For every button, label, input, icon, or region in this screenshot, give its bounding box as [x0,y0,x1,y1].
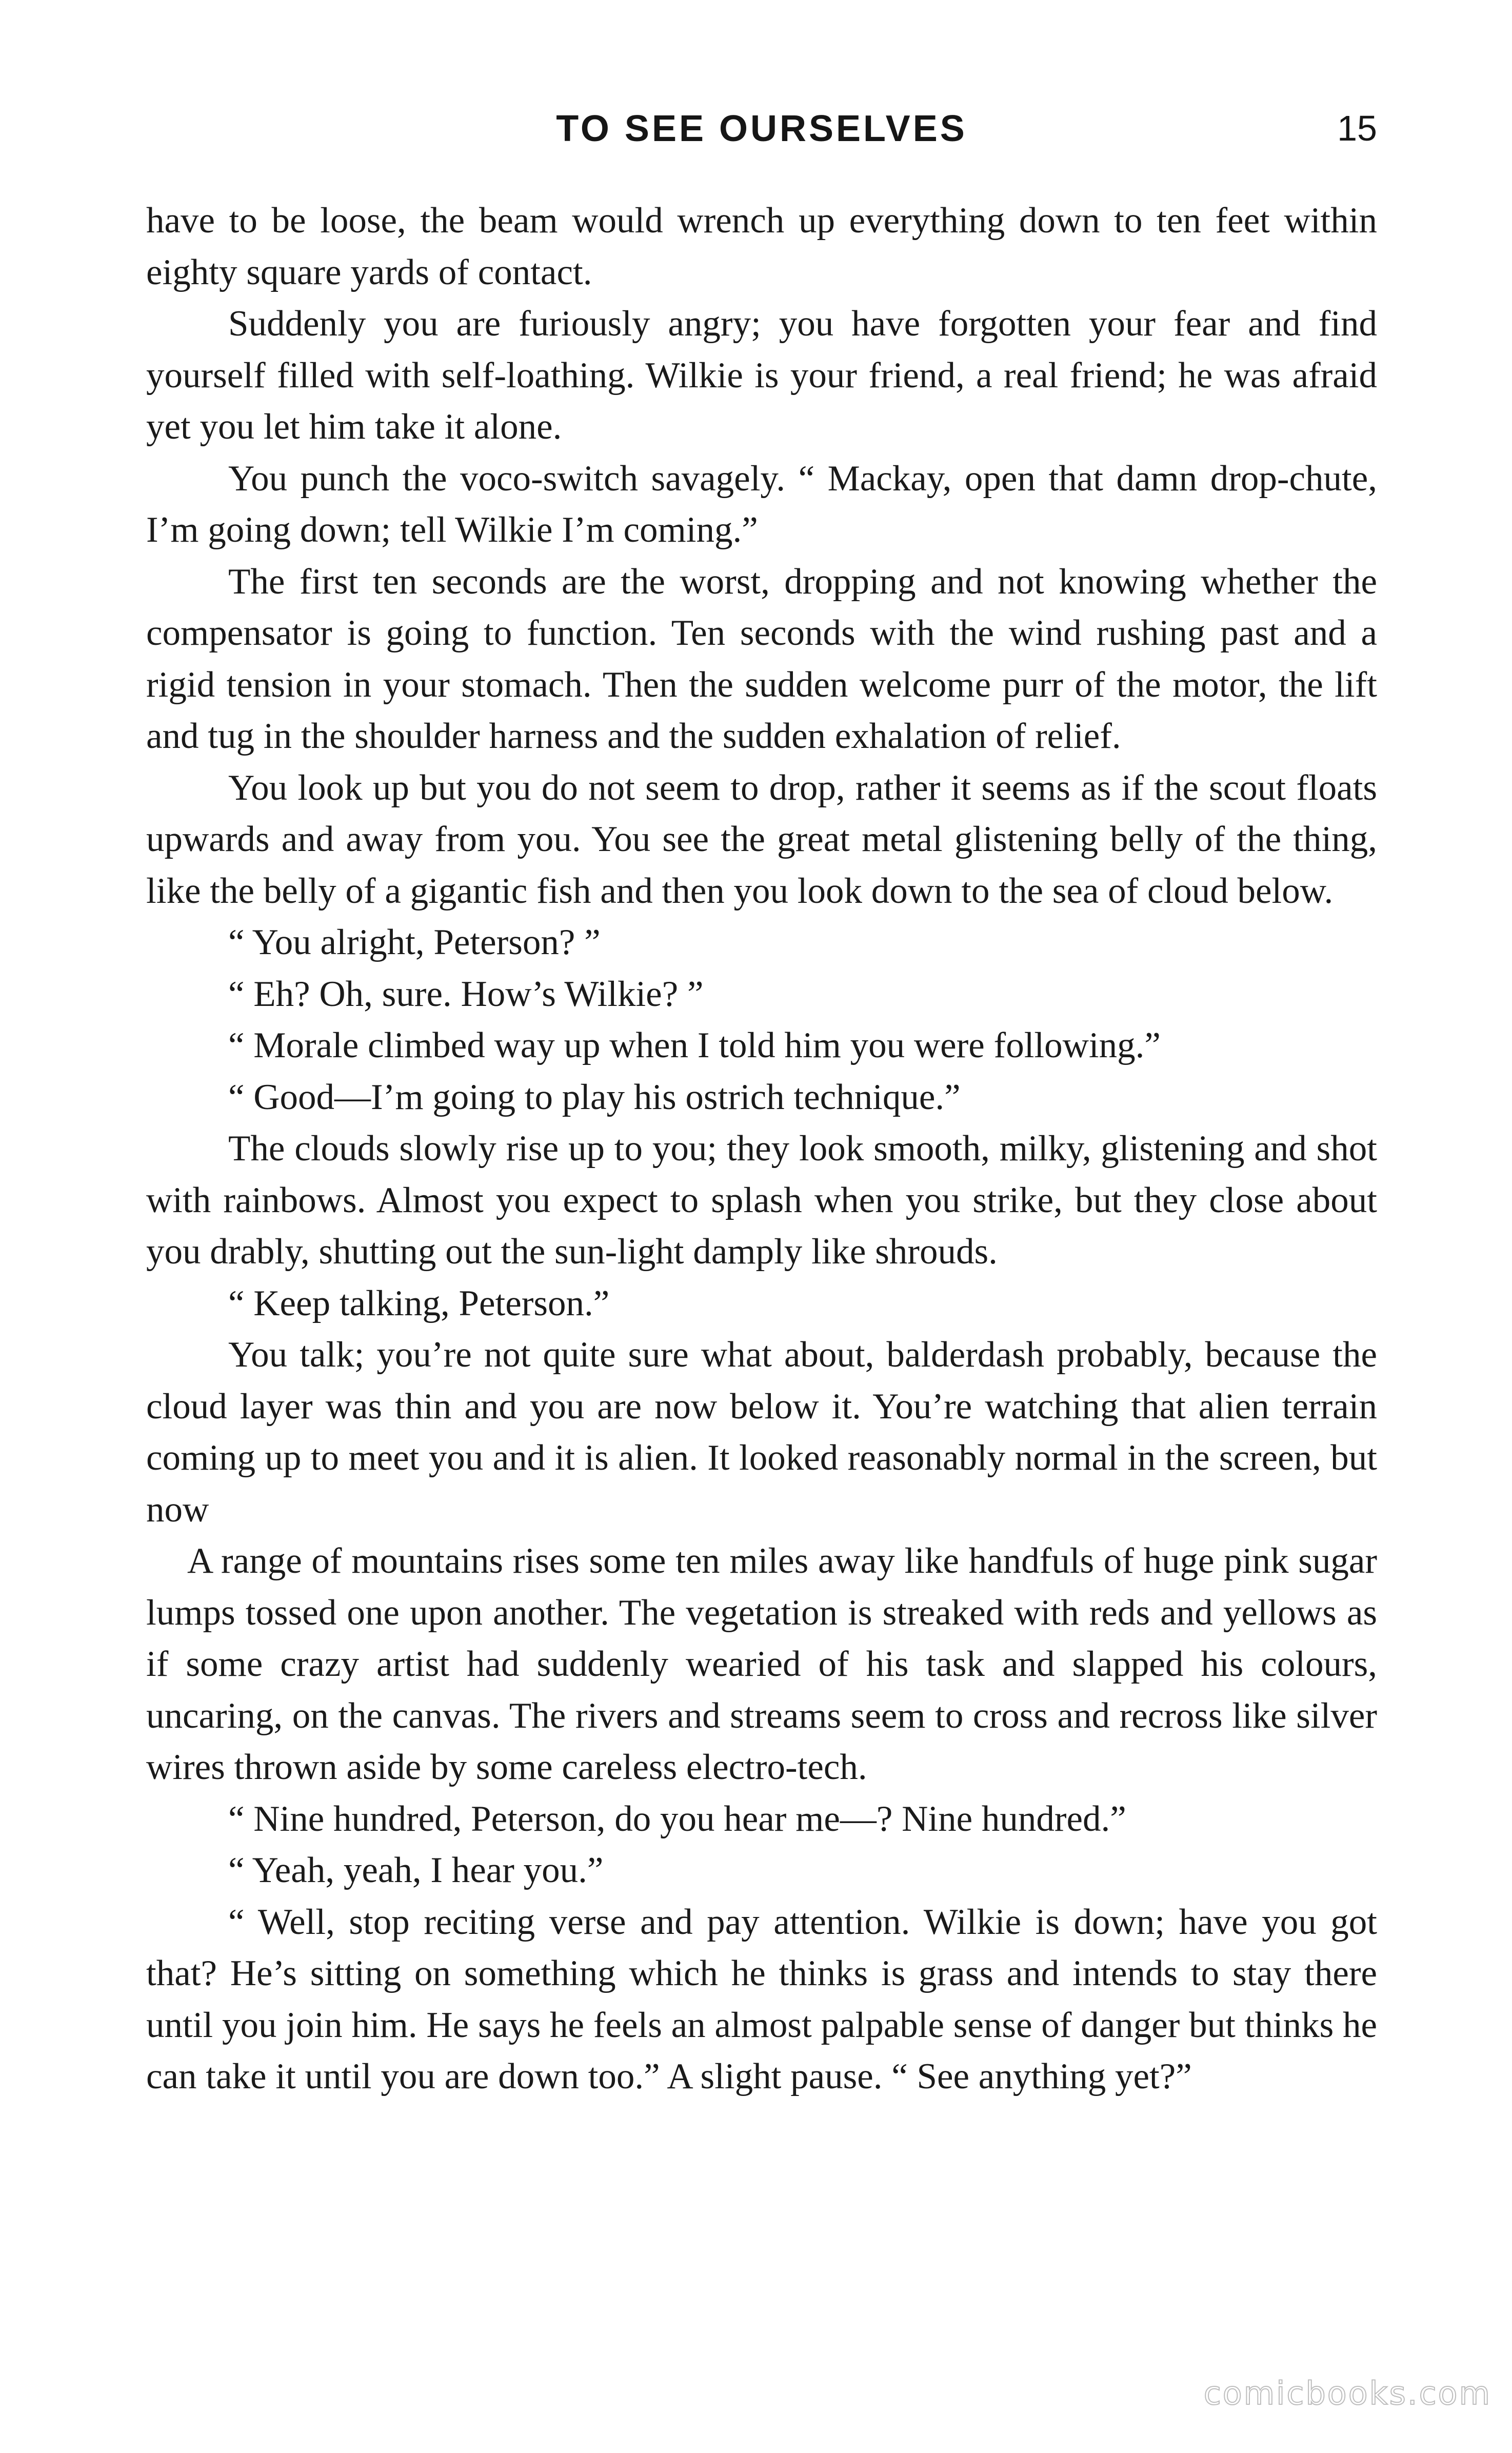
paragraph: have to be loose, the beam would wrench up everything down to ten feet within eighty square yards of contact. [146,201,1377,292]
paragraph: Suddenly you are furiously angry; you have forgotten your fear and find yourself filled with self-loathing. Wilkie is your friend, a real friend; he was afraid yet you let him take it alone. [146,304,1377,447]
page-number: 15 [1337,108,1377,148]
dialogue-line: “ Keep talking, Peterson.” [228,1283,610,1323]
dialogue-line: “ You alright, Peterson? ” [228,922,601,962]
dialogue-line: “ Eh? Oh, sure. How’s Wilkie? ” [228,974,704,1014]
paragraph: The first ten seconds are the worst, dropping and not knowing whether the compensator is going to function. Ten seconds with the wind rushing past and a rigid tension in your stomach. Then the sudden welcome purr of the motor, the lift and tug in the shoulder harness and the sudden exhalation of relief. [146,561,1377,756]
paragraph: You punch the voco-switch savagely. “ Mackay, open that damn drop-chute, I’m going down; tell Wilkie I’m coming.” [146,458,1377,550]
paragraph: You talk; you’re not quite sure what about, balderdash probably, because the cloud layer was thin and you are now below it. You’re watching that alien terrain coming up to meet you and it is alien. It looked reasonably normal in the screen, but now [146,1335,1377,1530]
watermark: comicbooks.com [1203,2375,1491,2412]
running-title: TO SEE OURSELVES [556,108,967,149]
paragraph: You look up but you do not seem to drop, rather it seems as if the scout floats upwards and away from you. You see the great metal glistening belly of the thing, like the belly of a gigantic fish and then you look down to the sea of cloud below. [146,767,1377,911]
paragraph: “ Well, stop reciting verse and pay attention. Wilkie is down; have you got that? He’s sitting on something which he thinks is grass and intends to stay there until you join him. He says he feels an almost palpable sense of danger but thinks he can take it until you are down too.” A slight pause. “ See anything yet?” [146,1902,1377,2096]
dialogue-line: “ Good—I’m going to play his ostrich technique.” [228,1077,961,1117]
body-text [146,195,1377,2103]
paragraph: The clouds slowly rise up to you; they look smooth, milky, glistening and shot with rainbows. Almost you expect to splash when you strike, but they close about you drably, shutting out the sun-light damply like shrouds. [146,1129,1377,1272]
dialogue-line: “ Nine hundred, Peterson, do you hear me—? Nine hundred.” [228,1798,1126,1839]
running-head [146,108,1377,164]
paragraph: A range of mountains rises some ten miles away like handfuls of huge pink sugar lumps tossed one upon another. The vegetation is streaked with reds and yellows as if some crazy artist had suddenly wearied of his task and slapped his colours, uncaring, on the canvas. The rivers and streams seem to cross and recross like silver wires thrown aside by some careless electro-tech. [146,1541,1377,1787]
dialogue-line: “ Morale climbed way up when I told him you were following.” [228,1025,1161,1065]
dialogue-line: “ Yeah, yeah, I hear you.” [228,1850,604,1890]
